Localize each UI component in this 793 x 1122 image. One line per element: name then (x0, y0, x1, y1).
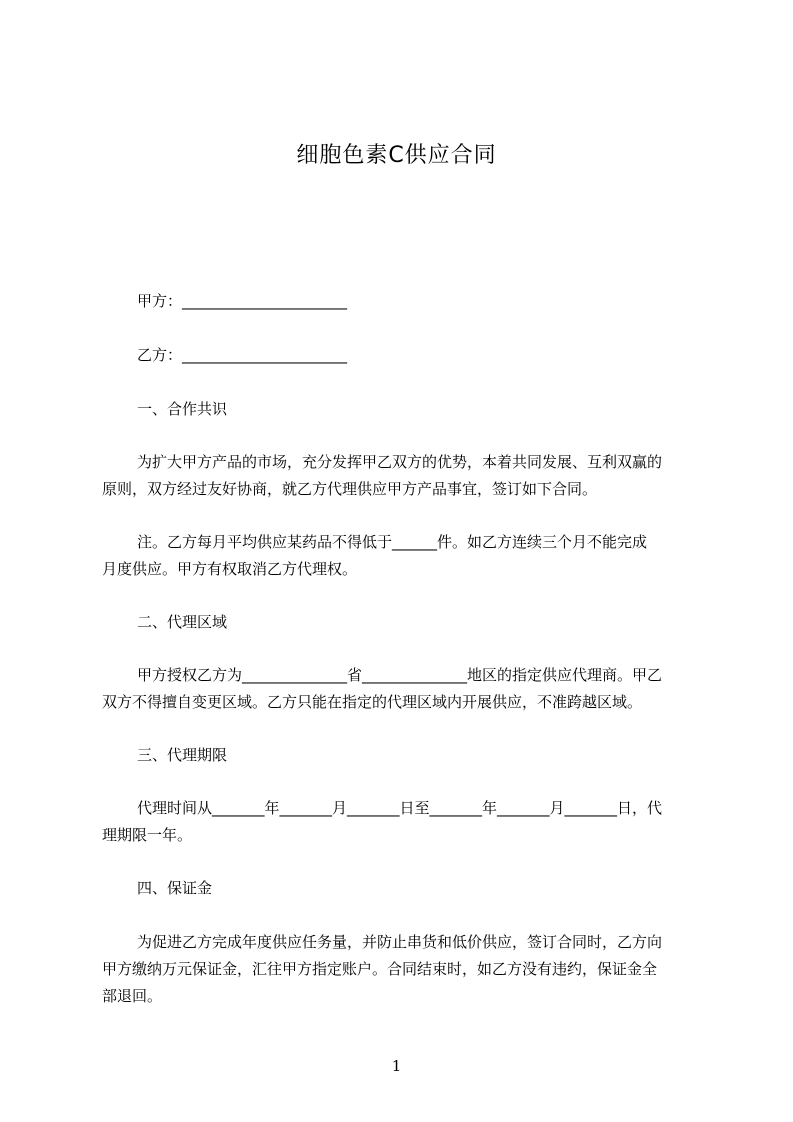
section-3-line-1: 代理时间从_______年_______月_______日至_______年_______月_______日，代 (137, 799, 663, 817)
section-4-heading: 四、保证金 (137, 879, 213, 897)
section-4-line-3: 部退回。 (102, 987, 163, 1005)
page-number: 1 (391, 1057, 402, 1075)
party-b-line: 乙方：______________________ (137, 346, 348, 364)
section-4-line-1: 为促进乙方完成年度供应任务量，并防止串货和低价供应，签订合同时，乙方向 (137, 933, 663, 951)
section-3-heading: 三、代理期限 (137, 746, 228, 764)
section-2-line-2: 双方不得擅自变更区域。乙方只能在指定的代理区域内开展供应，不准跨越区域。 (102, 693, 643, 711)
section-3-line-2: 理期限一年。 (102, 826, 193, 844)
section-2-heading: 二、代理区域 (137, 613, 228, 631)
section-2-line-1: 甲方授权乙方为______________省______________地区的指定供应代理商。甲乙 (137, 666, 663, 684)
document-title: 细胞色素C供应合同 (296, 143, 497, 168)
section-1-paragraph-line-1: 为扩大甲方产品的市场，充分发挥甲乙双方的优势，本着共同发展、互利双赢的 (137, 453, 663, 471)
section-1-paragraph-line-2: 原则，双方经过友好协商，就乙方代理供应甲方产品事宜，签订如下合同。 (102, 480, 598, 498)
section-1-note-line-2: 月度供应。甲方有权取消乙方代理权。 (102, 560, 358, 578)
section-1-note-line-1: 注。乙方每月平均供应某药品不得低于______件。如乙方连续三个月不能完成 (137, 533, 648, 551)
party-a-line: 甲方：______________________ (137, 292, 348, 310)
section-4-line-2: 甲方缴纳万元保证金，汇往甲方指定账户。合同结束时，如乙方没有违约，保证金全 (102, 960, 658, 978)
section-1-heading: 一、合作共识 (137, 400, 228, 418)
